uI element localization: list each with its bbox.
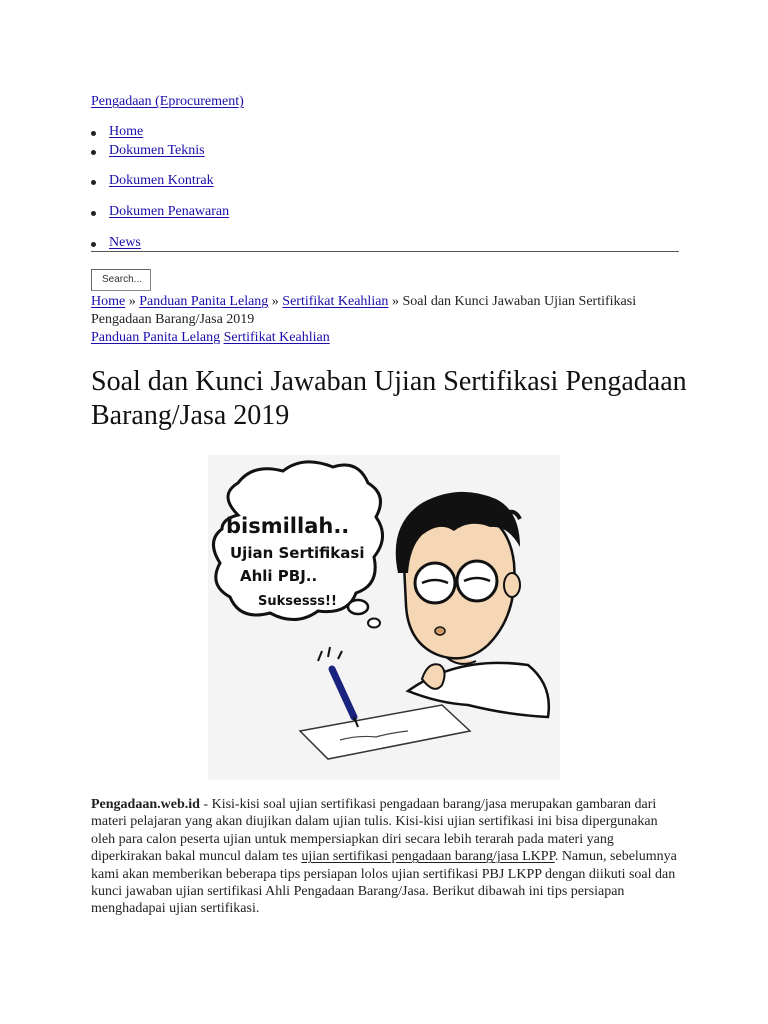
glasses-right-lens [457,561,497,601]
site-title-link[interactable]: Pengadaan (Eprocurement) [91,94,244,109]
breadcrumb-panduan-link[interactable]: Panduan Panita Lelang [139,294,269,309]
pen-icon [332,669,354,717]
bubble-dot [348,600,368,614]
bubble-text-line4: Suksesss!! [258,594,337,609]
nav-item-dokumen-teknis[interactable] [109,143,205,159]
bubble-dot [368,619,380,628]
category-sertifikat-link[interactable]: Sertifikat Keahlian [223,330,330,345]
nav-item-home[interactable] [109,124,143,140]
search-button[interactable]: Search... [91,269,151,291]
breadcrumb-separator: » [388,294,403,309]
breadcrumb-sertifikat-link[interactable]: Sertifikat Keahlian [282,294,389,309]
breadcrumb [91,293,681,329]
article-inline-link[interactable]: ujian sertifikasi pengadaan barang/jasa LKPP [301,849,555,865]
breadcrumb-current: Soal dan Kunci Jawaban Ujian Sertifikasi Pengadaan Barang/Jasa 2019 [91,294,637,327]
bubble-text-line1: bismillah.. [226,514,350,538]
article-body [91,796,681,918]
nav-link-home[interactable]: Home [109,124,144,139]
nav-item-dokumen-kontrak[interactable] [109,173,214,189]
motion-mark [318,651,322,661]
bubble-text-line2: Ujian Sertifikasi [230,544,365,562]
character-ear [504,573,520,597]
cartoon-image [208,455,560,780]
glasses-left-lens [415,563,455,603]
nav-link-news[interactable]: News [109,235,141,250]
article-title: Soal dan Kunci Jawaban Ujian Sertifikasi Pengadaan Barang/Jasa 2019 [91,366,687,431]
breadcrumb-separator: » [125,294,140,309]
nav-link-dokumen-penawaran[interactable]: Dokumen Penawaran [109,204,230,219]
paper-sheet [300,705,470,759]
breadcrumb-home-link[interactable]: Home [91,294,126,309]
nav-divider [91,251,679,252]
breadcrumb-separator: » [268,294,283,309]
category-links [91,330,330,346]
article-illustration [208,455,560,780]
nav-link-dokumen-teknis[interactable]: Dokumen Teknis [109,143,205,158]
motion-mark [338,651,342,659]
character-mouth [435,627,445,635]
nav-item-dokumen-penawaran[interactable] [109,204,229,220]
nav-link-dokumen-kontrak[interactable]: Dokumen Kontrak [109,173,214,188]
article-intro-part2: . Namun, sebelumnya kami akan memberikan beberapa tips persiapan lolos ujian sertifikasi PBJ LKPP dengan diikuti soal dan kunci jawaban ujian sertifikasi Ahli Pengadaan Barang/Jasa. Berikut dibawah ini tips persiapan menghadapai ujian sertifikasi. [91,849,677,917]
motion-mark [328,647,330,657]
source-name: Pengadaan.web.id [91,797,200,812]
nav-item-news[interactable] [109,235,141,251]
article-intro-part1: - Kisi-kisi soal ujian sertifikasi pengadaan barang/jasa merupakan gambaran dari materi pelajaran yang akan diujikan dalam ujian tulis. Kisi-kisi ujian sertifikasi ini bisa dipergunakan oleh para calon peserta ujian untuk mempersiapkan diri secara lebih terarah pada materi yang diperkirakan bakal muncul dalam tes [91,797,658,865]
bubble-text-line3: Ahli PBJ.. [240,567,318,585]
category-panduan-link[interactable]: Panduan Panita Lelang [91,330,221,345]
